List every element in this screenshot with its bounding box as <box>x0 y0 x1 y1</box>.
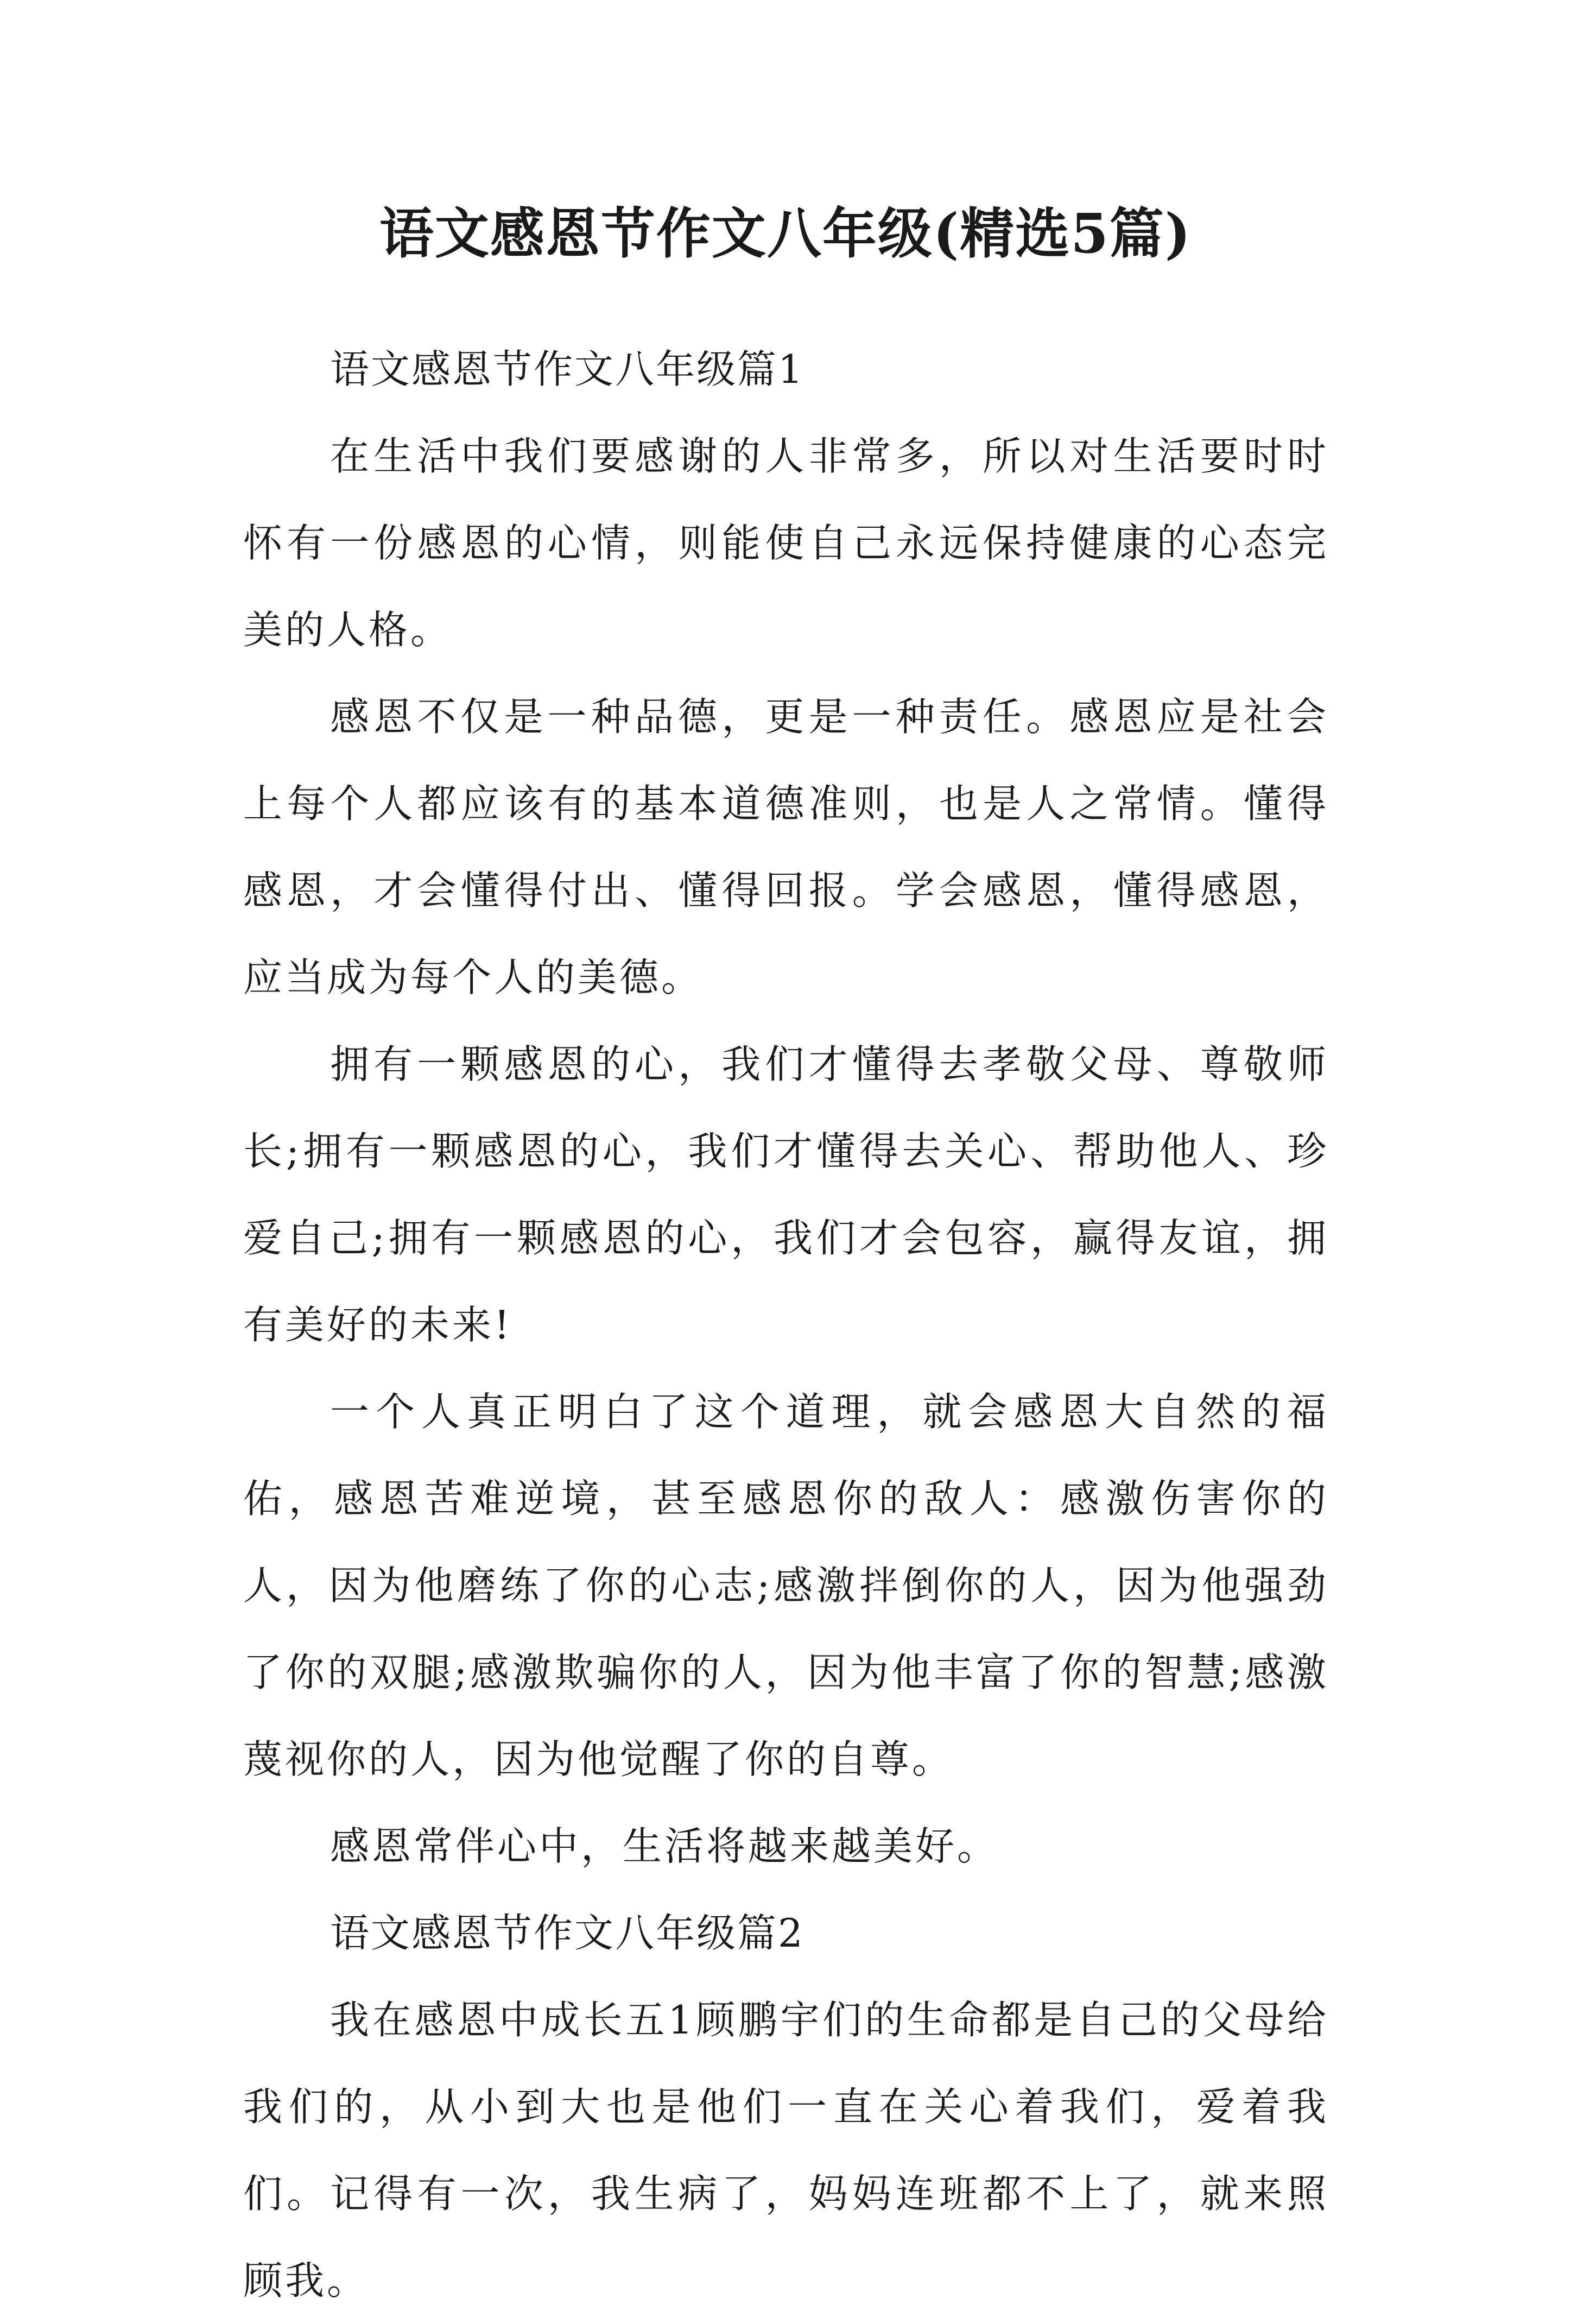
paragraph: 我在感恩中成长五1顾鹏宇们的生命都是自己的父母给我们的，从小到大也是他们一直在关心着我们，爱着我们。记得有一次，我生病了，妈妈连班都不上了，就来照顾我。 <box>243 1997 1329 2303</box>
paragraph: 一个人真正明白了这个道理，就会感恩大自然的福佑，感恩苦难逆境，甚至感恩你的敌人：感激伤害你的人，因为他磨练了你的心志;感激拌倒你的人，因为他强劲了你的双腿;感激欺骗你的人，因为他丰富了你的智慧;感激蔑视你的人，因为他觉醒了你的自尊。 <box>243 1389 1329 1782</box>
paragraph: 在生活中我们要感谢的人非常多，所以对生活要时时怀有一份感恩的心情，则能使自己永远保持健康的心态完美的人格。 <box>243 433 1329 653</box>
paragraph: 拥有一颗感恩的心，我们才懂得去孝敬父母、尊敬师长;拥有一颗感恩的心，我们才懂得去关心、帮助他人、珍爱自己;拥有一颗感恩的心，我们才会包容，赢得友谊，拥有美好的未来! <box>243 1041 1329 1348</box>
section-heading-2: 语文感恩节作文八年级篇2 <box>330 1910 804 1956</box>
document-body <box>243 326 1329 2324</box>
paragraph: 感恩常伴心中，生活将越来越美好。 <box>330 1823 999 1869</box>
document-title: 语文感恩节作文八年级(精选5篇) <box>379 201 1192 266</box>
paragraph: 感恩不仅是一种品德，更是一种责任。感恩应是社会上每个人都应该有的基本道德准则，也是人之常情。懂得感恩，才会懂得付出、懂得回报。学会感恩，懂得感恩，应当成为每个人的美德。 <box>243 694 1329 1000</box>
section-heading-1: 语文感恩节作文八年级篇1 <box>330 346 804 392</box>
